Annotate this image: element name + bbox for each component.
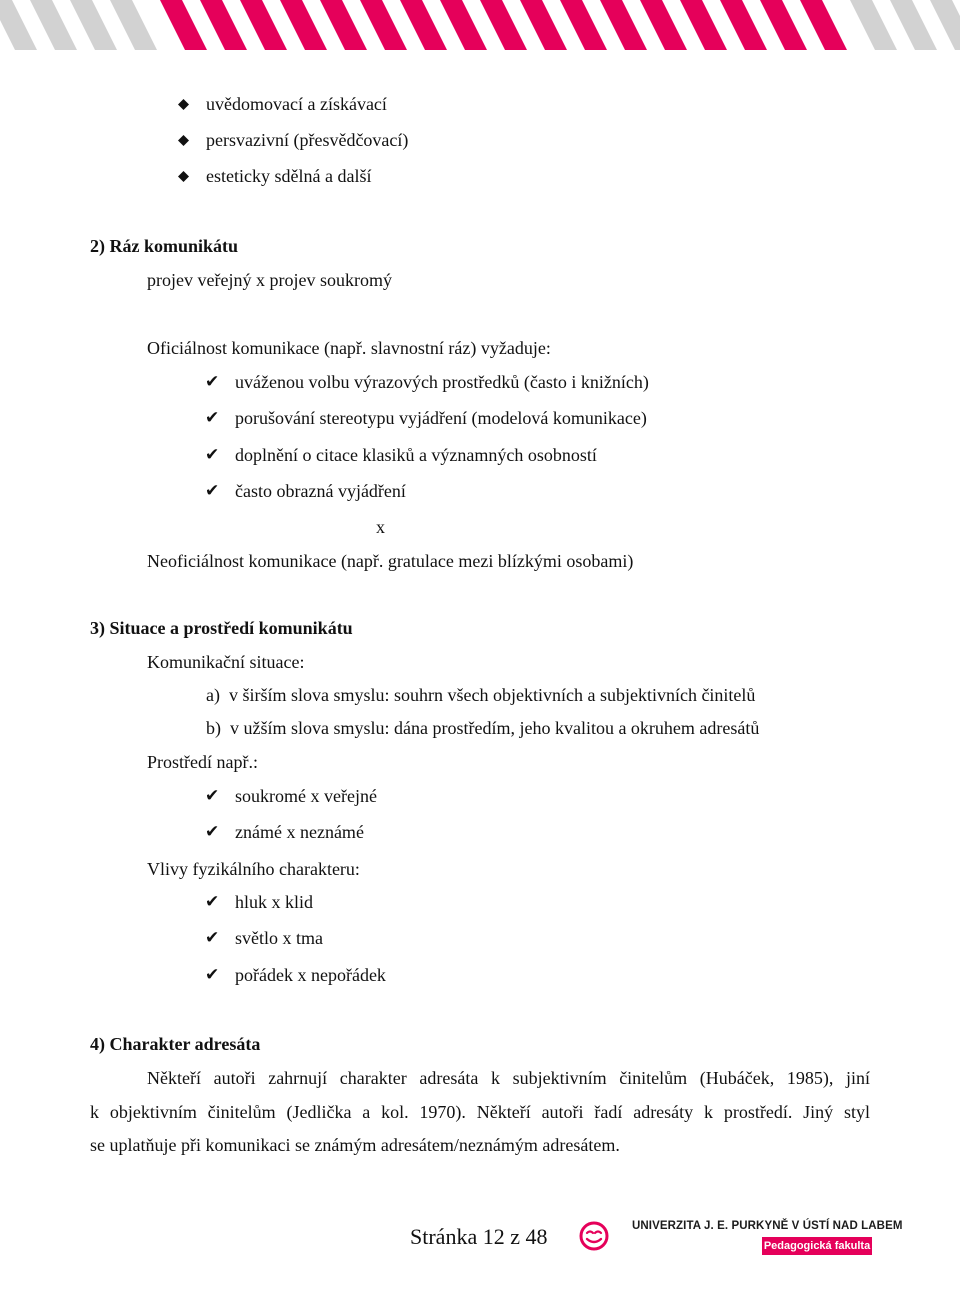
checkmark-icon: ✔ bbox=[205, 408, 220, 428]
paragraph-line: se uplatňuje při komunikaci se známým adresátem/neznámým adresátem. bbox=[90, 1135, 620, 1155]
list-item: pořádek x nepořádek bbox=[235, 965, 386, 985]
checkmark-icon: ✔ bbox=[205, 372, 220, 392]
section-heading-4: 4) Charakter adresáta bbox=[90, 1034, 261, 1054]
checkmark-icon: ✔ bbox=[205, 965, 220, 985]
bullet-item: uvědomovací a získávací bbox=[206, 94, 387, 114]
list-item: uváženou volbu výrazových prostředků (často i knižních) bbox=[235, 372, 649, 392]
list-item: známé x neznámé bbox=[235, 822, 364, 842]
diamond-bullet-icon bbox=[178, 99, 189, 110]
checkmark-icon: ✔ bbox=[205, 822, 220, 842]
diamond-bullet-icon bbox=[178, 135, 189, 146]
checkmark-icon: ✔ bbox=[205, 445, 220, 465]
list-item: často obrazná vyjádření bbox=[235, 481, 406, 501]
university-name: UNIVERZITA J. E. PURKYNĚ V ÚSTÍ NAD LABEM bbox=[632, 1220, 903, 1232]
list-item: hluk x klid bbox=[235, 892, 314, 912]
section-heading-3: 3) Situace a prostředí komunikátu bbox=[90, 618, 353, 638]
bullet-item: persvazivní (přesvědčovací) bbox=[206, 130, 409, 150]
environment-label: Prostředí např.: bbox=[147, 752, 258, 772]
smiley-logo-icon bbox=[578, 1220, 610, 1252]
physical-label: Vlivy fyzikálního charakteru: bbox=[147, 859, 360, 879]
diamond-bullet-icon bbox=[178, 171, 189, 182]
checkmark-icon: ✔ bbox=[205, 481, 220, 501]
situation-item: a) v širším slova smyslu: souhrn všech objektivních a subjektivních činitelů bbox=[206, 685, 756, 705]
section-heading-2: 2) Ráz komunikátu bbox=[90, 236, 239, 256]
bullet-item: esteticky sdělná a další bbox=[206, 166, 372, 186]
university-logo bbox=[632, 1219, 903, 1259]
official-intro: Oficiálnost komunikace (např. slavnostní ráz) vyžaduje: bbox=[147, 338, 551, 358]
checkmark-icon: ✔ bbox=[205, 786, 220, 806]
paragraph-line: Někteří autoři zahrnují charakter adresáta k subjektivním činitelům (Hubáček, 1985), jiní bbox=[147, 1068, 870, 1088]
unofficial-text: Neoficiálnost komunikace (např. gratulace mezi blízkými osobami) bbox=[147, 551, 634, 571]
list-item: světlo x tma bbox=[235, 928, 323, 948]
situation-label: Komunikační situace: bbox=[147, 652, 305, 672]
list-item: doplnění o citace klasiků a významných osobností bbox=[235, 445, 597, 465]
checkmark-icon: ✔ bbox=[205, 928, 220, 948]
contrast-separator: x bbox=[376, 517, 385, 537]
list-item: porušování stereotypu vyjádření (modelová komunikace) bbox=[235, 408, 647, 428]
faculty-badge: Pedagogická fakulta bbox=[762, 1237, 872, 1255]
checkmark-icon: ✔ bbox=[205, 892, 220, 912]
section2-subtitle: projev veřejný x projev soukromý bbox=[147, 270, 392, 290]
situation-item: b) v užším slova smyslu: dána prostředím, jeho kvalitou a okruhem adresátů bbox=[206, 718, 760, 738]
paragraph-line: k objektivním činitelům (Jedlička a kol. 1970). Někteří autoři řadí adresáty k prostředí. Jiný styl bbox=[90, 1102, 870, 1122]
header-stripes bbox=[0, 0, 960, 50]
page-number: Stránka 12 z 48 bbox=[410, 1224, 548, 1249]
list-item: soukromé x veřejné bbox=[235, 786, 377, 806]
